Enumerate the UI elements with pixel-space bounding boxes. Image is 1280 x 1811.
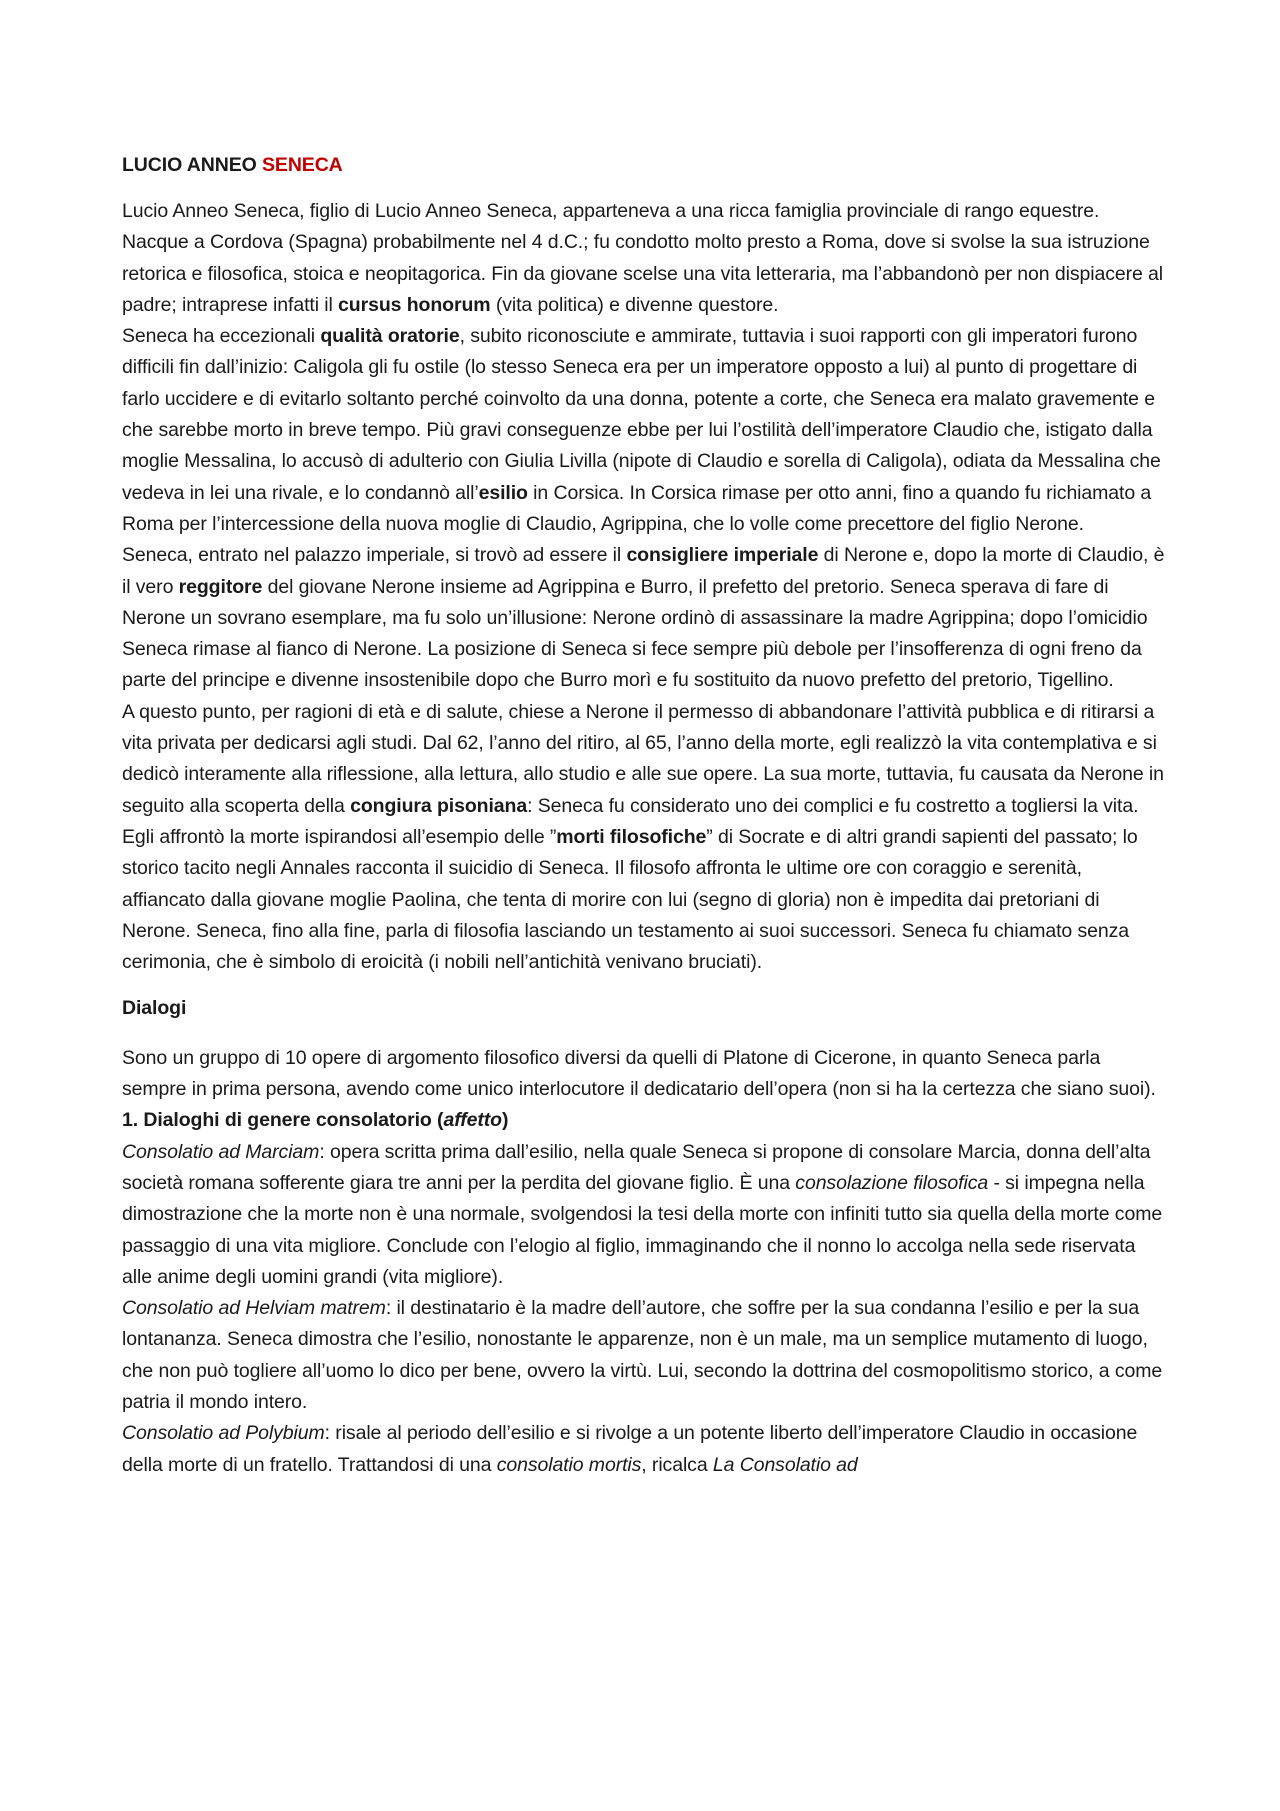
- bold-term: morti filosofiche: [556, 825, 707, 848]
- text-run: : risale al periodo dell’esilio e si rivolge a un potente liberto dell’imperatore Claudio in occasione della morte di un fratello. Trattandosi di una: [122, 1422, 1138, 1476]
- text-run: : Seneca fu considerato uno dei complici e fu costretto a togliersi la vita. Egli affrontò la morte ispirandosi all’esempio delle ”: [122, 794, 1139, 848]
- subheading-italic: affetto: [443, 1109, 502, 1132]
- section-heading-dialogi: Dialogi: [122, 997, 187, 1020]
- italic-term: La Consolatio ad: [712, 1453, 858, 1476]
- subheading-end: ): [501, 1109, 509, 1132]
- text-run: Seneca, entrato nel palazzo imperiale, si trovò ad essere il: [122, 544, 627, 567]
- document-page: [122, 150, 1167, 1481]
- document-title: [122, 150, 1167, 181]
- italic-term: consolazione filosofica: [795, 1171, 989, 1194]
- text-run: : il destinatario è la madre dell’autore, che soffre per la sua condanna l’esilio e per la sua lontananza. Seneca dimostra che l’esilio, nonostante le apparenze, non è un male, ma un semplice mutamento di luogo, che non può togliere all’uomo lo dico per bene, ovvero la virtù. Lui, secondo la dottrina del cosmopolitismo storico, a come patria il mondo intero.: [122, 1297, 1163, 1413]
- subheading-label: 1. Dialoghi di genere consolatorio (: [122, 1109, 444, 1132]
- text-run: - si impegna nella dimostrazione che la morte non è una normale, svolgendosi la tesi della morte con infiniti tutto sia quella della morte come passaggio di una vita migliore. Conclude con l’elogio al figlio, immaginando che il nonno lo accolga nella sede riservata alle anime degli uomini grandi (vita migliore).: [122, 1171, 1163, 1288]
- text-run: Seneca ha eccezionali: [122, 325, 321, 348]
- text-run: (vita politica) e divenne questore.: [490, 293, 779, 316]
- text-run: del giovane Nerone insieme ad Agrippina e Burro, il prefetto del pretorio. Seneca sperava di fare di Nerone un sovrano esemplare, ma fu solo un’illusione: Nerone ordinò di assassinare la madre Agrippina; dopo l’omicidio Seneca rimase al fianco di Nerone. La posizione di Seneca si fece sempre più debole per l’insofferenza di ogni freno da parte del principe e divenne insostenibile dopo che Burro morì e fu sostituito da nuovo prefetto del pretorio, Tigellino.: [122, 575, 1148, 692]
- consolatio-marciam: [122, 1137, 1167, 1293]
- work-title: Consolatio ad Polybium: [122, 1422, 325, 1445]
- bold-term: consigliere imperiale: [626, 544, 819, 567]
- text-run: ” di Socrate e di altri grandi sapienti del passato; lo storico tacito negli Annales racconta il suicidio di Seneca. Il filosofo affronta le ultime ore con coraggio e serenità, affiancato dalla giovane moglie Paolina, che tenta di morire con lui (segno di gloria) non è impedita dai pretoriani di Nerone. Seneca, fino alla fine, parla di filosofia lasciando un testamento ai suoi successori. Seneca fu chiamato senza cerimonia, che è simbolo di eroicità (i nobili nell’antichità venivano bruciati).: [122, 825, 1138, 974]
- bio-paragraph-4: [122, 697, 1167, 979]
- title-surname: SENECA: [262, 154, 343, 176]
- title-name: LUCIO ANNEO: [122, 154, 262, 176]
- text-run: : opera scritta prima dall’esilio, nella quale Seneca si propone di consolare Marcia, donna dell’alta società romana sofferente giara tre anni per la perdita del giovane figlio. È una: [122, 1140, 1151, 1194]
- text-run: in Corsica. In Corsica rimase per otto anni, fino a quando fu richiamato a Roma per l’intercessione della nuova moglie di Claudio, Agrippina, che lo volle come precettore del figlio Nerone.: [122, 481, 1152, 535]
- bold-term: congiura pisoniana: [350, 794, 528, 817]
- bold-term: qualità oratorie: [320, 325, 460, 348]
- work-title: Consolatio ad Helviam matrem: [122, 1297, 386, 1320]
- subheading-consolatory: [122, 1105, 1167, 1136]
- bio-paragraph-3: [122, 540, 1167, 696]
- text-run: , subito riconosciute e ammirate, tuttavia i suoi rapporti con gli imperatori furono difficili fin dall’inizio: Caligola gli fu ostile (lo stesso Seneca era per un imperatore opposto a lui) al punto di progettare di farlo uccidere e di evitarlo soltanto perché coinvolto da una donna, potente a corte, che Seneca era malato gravemente e che sarebbe morto in breve tempo. Più gravi conseguenze ebbe per lui l’ostilità dell’imperatore Claudio che, istigato dalla moglie Messalina, lo accusò di adulterio con Giulia Livilla (nipote di Claudio e sorella di Caligola), odiata da Messalina che vedeva in lei una rivale, e lo condannò all’: [122, 325, 1161, 504]
- dialogi-intro: Sono un gruppo di 10 opere di argomento filosofico diversi da quelli di Platone di Cicerone, in quanto Seneca parla sempre in prima persona, avendo come unico interlocutore il dedicatario dell’opera (non si ha la certezza che siano suoi).: [122, 1046, 1156, 1101]
- text-run: di Nerone e, dopo la morte di Claudio, è il vero: [122, 544, 1165, 598]
- bold-term: reggitore: [178, 575, 263, 598]
- work-title: Consolatio ad Marciam: [122, 1140, 320, 1163]
- bio-paragraph-2: [122, 321, 1167, 540]
- italic-term: consolatio mortis: [496, 1453, 642, 1476]
- bio-paragraph-1: [122, 196, 1167, 321]
- text-run: Lucio Anneo Seneca, figlio di Lucio Anneo Seneca, apparteneva a una ricca famiglia provinciale di rango equestre. Nacque a Cordova (Spagna) probabilmente nel 4 d.C.; fu condotto molto presto a Roma, dove si svolse la sua istruzione retorica e filosofica, stoica e neopitagorica. Fin da giovane scelse una vita letteraria, ma l’abbandonò per non dispiacere al padre; intraprese infatti il: [122, 200, 1164, 316]
- consolatio-helviam: [122, 1293, 1167, 1418]
- bold-term: esilio: [478, 481, 528, 504]
- bold-term: cursus honorum: [338, 293, 491, 316]
- text-run: , ricalca: [641, 1453, 713, 1476]
- consolatio-polybium: [122, 1418, 1167, 1481]
- text-run: A questo punto, per ragioni di età e di salute, chiese a Nerone il permesso di abbandonare l’attività pubblica e di ritirarsi a vita privata per dedicarsi agli studi. Dal 62, l’anno del ritiro, al 65, l’anno della morte, egli realizzò la vita contemplativa e si dedicò interamente alla riflessione, alla lettura, allo studio e alle sue opere. La sua morte, tuttavia, fu causata da Nerone in seguito alla scoperta della: [122, 700, 1164, 817]
